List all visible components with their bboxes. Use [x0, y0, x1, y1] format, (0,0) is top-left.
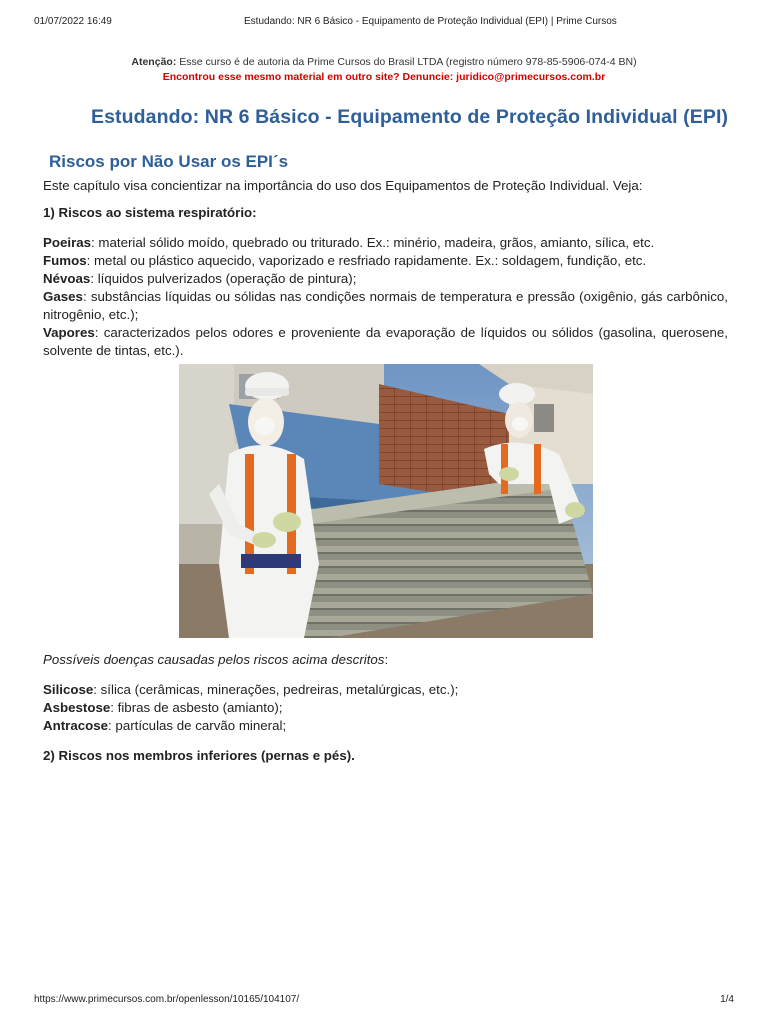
definition: : substâncias líquidas ou sólidas nas condições normais de temperatura e pressão (oxigênio, gás carbônico, nitrogênio, etc.); — [43, 289, 728, 322]
respiratory-item-poeiras — [43, 234, 728, 252]
definition: : sílica (cerâmicas, minerações, pedreiras, metalúrgicas, etc.); — [93, 682, 459, 697]
term: Fumos — [43, 253, 87, 268]
term: Gases — [43, 289, 83, 304]
page-title: Estudando: NR 6 Básico - Equipamento de Proteção Individual (EPI) — [91, 106, 729, 128]
definition: : partículas de carvão mineral; — [108, 718, 287, 733]
subhead-lower-limbs: 2) Riscos nos membros inferiores (pernas e pés). — [43, 748, 355, 763]
workers-removing-asbestos-photo — [179, 364, 593, 638]
term: Névoas — [43, 271, 91, 286]
print-page-title: Estudando: NR 6 Básico - Equipamento de Proteção Individual (EPI) | Prime Cursos — [244, 16, 617, 27]
respiratory-item-vapores — [43, 324, 728, 360]
definition: : material sólido moído, quebrado ou triturado. Ex.: minério, madeira, grãos, amianto, sílica, etc. — [91, 235, 655, 250]
print-datetime: 01/07/2022 16:49 — [34, 16, 112, 27]
respiratory-item-nevoas — [43, 270, 728, 288]
diseases-intro-colon: : — [384, 652, 389, 667]
diseases-section — [43, 651, 728, 765]
respiratory-item-gases — [43, 288, 728, 324]
section-title: Riscos por Não Usar os EPI´s — [49, 152, 289, 171]
definition: : fibras de asbesto (amianto); — [110, 700, 283, 715]
diseases-intro — [43, 651, 728, 669]
notice-text: Esse curso é de autoria da Prime Cursos do Brasil LTDA (registro número 978-85-5906-074-4 BN) — [176, 56, 637, 68]
term: Vapores — [43, 325, 95, 340]
term: Silicose — [43, 682, 94, 697]
print-footer — [34, 994, 734, 1008]
term: Antracose — [43, 718, 109, 733]
page-url-link[interactable]: https://www.primecursos.com.br/openlesson/10165/104107/ — [34, 994, 300, 1005]
page-number: 1/4 — [720, 994, 734, 1005]
report-notice: Encontrou esse mesmo material em outro site? Denuncie: juridico@primecursos.com.br — [162, 71, 606, 83]
term: Poeiras — [43, 235, 92, 250]
respiratory-item-fumos — [43, 252, 728, 270]
definition: : líquidos pulverizados (operação de pintura); — [90, 271, 357, 286]
lesson-content — [43, 177, 728, 360]
term: Asbestose — [43, 700, 111, 715]
disease-item-asbestose — [43, 699, 728, 717]
print-header — [34, 16, 734, 30]
definition: : caracterizados pelos odores e proveniente da evaporação de líquidos ou sólidos (gasolina, querosene, solvente de tintas, etc.). — [43, 325, 728, 358]
disease-item-antracose — [43, 717, 728, 735]
notice-label: Atenção: — [131, 56, 177, 68]
intro-paragraph: Este capítulo visa concientizar na importância do uso dos Equipamentos de Proteção Individual. Veja: — [43, 178, 643, 193]
copyright-notice — [0, 55, 768, 85]
definition: : metal ou plástico aquecido, vaporizado e resfriado rapidamente. Ex.: soldagem, fundição, etc. — [86, 253, 647, 268]
disease-item-silicose — [43, 681, 728, 699]
subhead-respiratory: 1) Riscos ao sistema respiratório: — [43, 205, 257, 220]
diseases-intro-text: Possíveis doenças causadas pelos riscos acima descritos — [43, 652, 385, 667]
